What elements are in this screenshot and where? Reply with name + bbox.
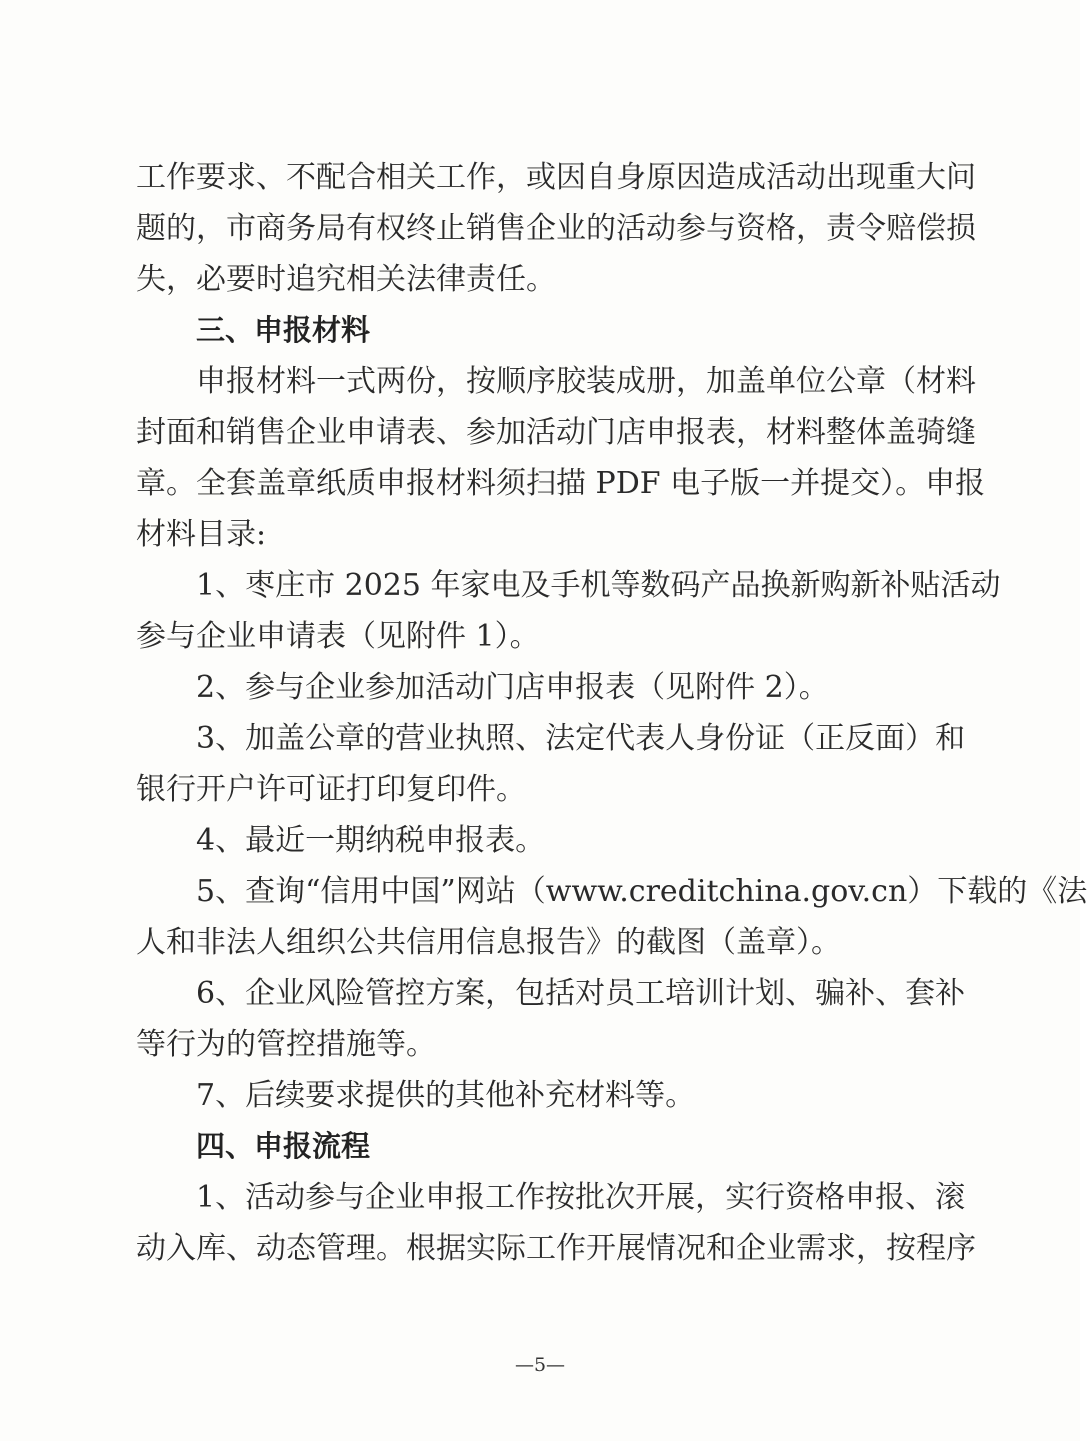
paragraph-line: 失，必要时追究相关法律责任。 bbox=[136, 262, 556, 297]
section-heading-4: 四、申报流程 bbox=[196, 1129, 371, 1163]
list-item-line: 2、参与企业参加活动门店申报表（见附件 2）。 bbox=[196, 670, 829, 705]
list-item-line: 银行开户许可证打印复印件。 bbox=[136, 772, 526, 807]
paragraph-line: 题的，市商务局有权终止销售企业的活动参与资格，责令赔偿损 bbox=[136, 211, 976, 246]
list-item-line: 3、加盖公章的营业执照、法定代表人身份证（正反面）和 bbox=[196, 721, 966, 756]
paragraph-line: 1、活动参与企业申报工作按批次开展，实行资格申报、滚 bbox=[196, 1180, 966, 1215]
list-item-line: 5、查询“信用中国”网站（www.creditchina.gov.cn）下载的《法 bbox=[196, 874, 1087, 909]
document-body bbox=[136, 152, 1087, 1274]
list-item-line: 6、企业风险管控方案，包括对员工培训计划、骗补、套补 bbox=[196, 976, 966, 1011]
paragraph-line: 动入库、动态管理。根据实际工作开展情况和企业需求，按程序 bbox=[136, 1231, 976, 1266]
list-item-line: 1、枣庄市 2025 年家电及手机等数码产品换新购新补贴活动 bbox=[196, 568, 1001, 603]
list-item-line: 4、最近一期纳税申报表。 bbox=[196, 823, 546, 858]
list-item-line: 等行为的管控措施等。 bbox=[136, 1027, 436, 1062]
paragraph-line: 工作要求、不配合相关工作，或因自身原因造成活动出现重大问 bbox=[136, 160, 976, 195]
list-item-line: 人和非法人组织公共信用信息报告》的截图（盖章）。 bbox=[136, 925, 841, 960]
paragraph-line: 申报材料一式两份，按顺序胶装成册，加盖单位公章（材料 bbox=[196, 364, 976, 399]
list-item-line: 7、后续要求提供的其他补充材料等。 bbox=[196, 1078, 696, 1113]
section-heading-3: 三、申报材料 bbox=[196, 313, 371, 347]
paragraph-line: 章。全套盖章纸质申报材料须扫描 PDF 电子版一并提交）。申报 bbox=[136, 466, 986, 501]
paragraph-line: 材料目录: bbox=[136, 517, 267, 552]
list-item-line: 参与企业申请表（见附件 1）。 bbox=[136, 619, 540, 654]
page-number: —5— bbox=[514, 1354, 566, 1376]
paragraph-line: 封面和销售企业申请表、参加活动门店申报表，材料整体盖骑缝 bbox=[136, 415, 976, 450]
